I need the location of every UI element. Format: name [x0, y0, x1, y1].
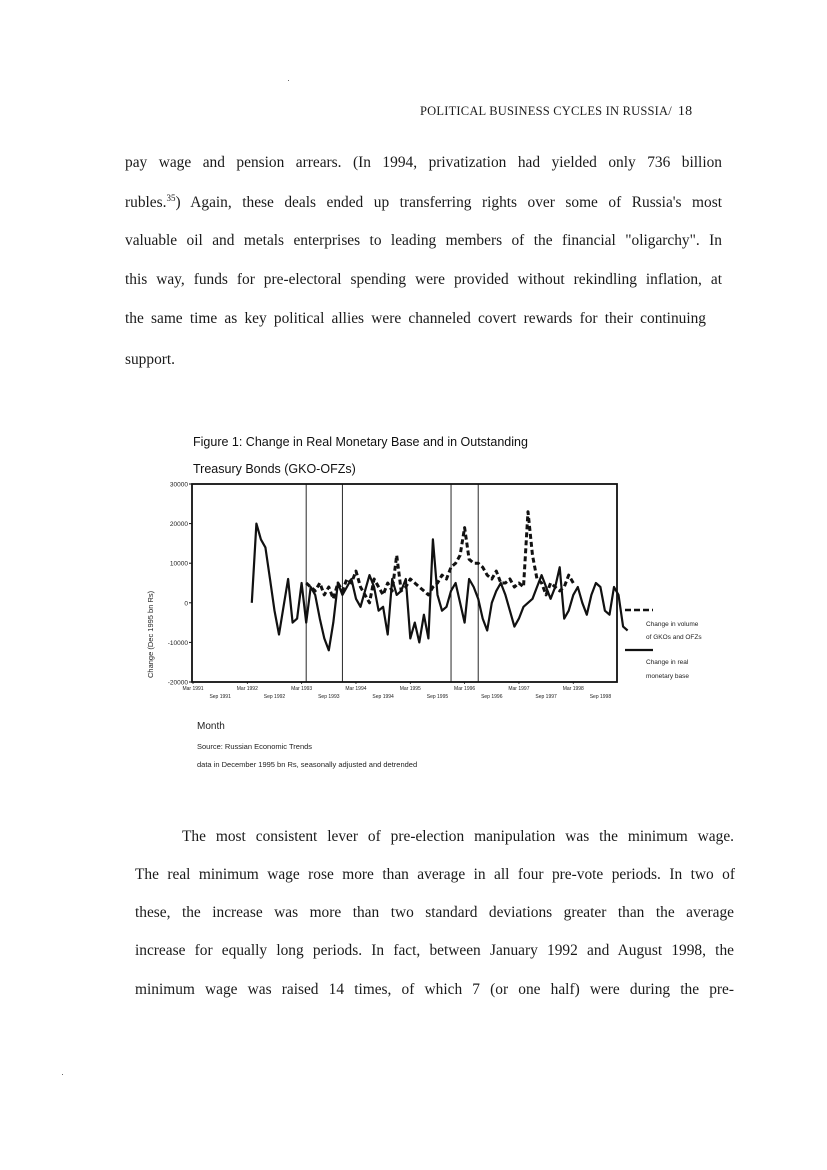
x-tick-label: Mar 1996: [454, 686, 476, 692]
x-tick-label: Sep 1995: [426, 694, 449, 700]
y-tick-label: 0: [184, 600, 188, 608]
legend-swatches: [623, 605, 655, 657]
legend-label-gko-line1: Change in volume: [646, 621, 699, 628]
x-tick-label: Sep 1991: [209, 694, 231, 700]
figure-source: Source: Russian Economic Trends: [197, 742, 313, 751]
paragraph-line: this way, funds for pre-electoral spending were provided without rekindling inflation, at: [125, 271, 722, 288]
paragraph-line: increase for equally long periods. In fact, between January 1992 and August 1998, the: [135, 942, 734, 959]
figure-subtitle: Treasury Bonds (GKO-OFZs): [193, 462, 356, 476]
x-tick-label: Sep 1994: [372, 694, 394, 700]
running-header: [420, 104, 725, 120]
paragraph-line: minimum wage was raised 14 times, of which 7 (or one half) were during the pre-: [135, 981, 734, 998]
legend-label-base-line2: monetary base: [646, 673, 689, 680]
legend-label-base-line1: Change in real: [646, 659, 689, 666]
y-tick-label: -10000: [167, 639, 188, 647]
scan-speck: [288, 80, 289, 81]
y-tick-label: 30000: [169, 481, 188, 489]
paragraph-line: valuable oil and metals enterprises to leading members of the financial "oligarchy". In: [125, 232, 722, 249]
line-chart: [140, 478, 620, 708]
y-tick-label: 20000: [169, 521, 188, 529]
paragraph-line: support.: [125, 351, 176, 368]
figure-note: data in December 1995 bn Rs, seasonally adjusted and detrended: [197, 760, 418, 769]
footnote-ref: 35: [166, 193, 176, 203]
series-line-monetary-base: [252, 524, 628, 651]
x-tick-label: Sep 1993: [318, 694, 340, 700]
x-tick-label: Sep 1992: [263, 694, 286, 700]
x-tick-label: Mar 1998: [562, 686, 584, 692]
paragraph-line: The most consistent lever of pre-election manipulation was the minimum wage.: [182, 828, 734, 845]
x-tick-label: Mar 1993: [291, 686, 313, 692]
paragraph-line: pay wage and pension arrears. (In 1994, privatization had yielded only 736 billion: [125, 154, 722, 171]
text-run: ) Again, these deals ended up transferring rights over some of Russia's most: [175, 194, 722, 212]
page-number: 18: [677, 104, 693, 119]
paragraph-line: these, the increase was more than two standard deviations greater than the average: [135, 904, 734, 921]
x-tick-label: Sep 1998: [589, 694, 612, 700]
x-tick-label: Mar 1995: [399, 686, 421, 692]
y-tick-label: -20000: [167, 679, 188, 687]
x-tick-label: Mar 1994: [345, 686, 367, 692]
y-tick-label: 10000: [169, 560, 188, 568]
text-run: rubles.: [125, 194, 167, 212]
x-axis-label: Month: [197, 721, 225, 732]
figure-title: Figure 1: Change in Real Monetary Base and in Outstanding: [193, 435, 528, 449]
x-tick-label: Mar 1997: [508, 686, 530, 692]
running-title: POLITICAL BUSINESS CYCLES IN RUSSIA/: [420, 104, 672, 118]
x-tick-label: Sep 1997: [535, 694, 557, 700]
paragraph-line: [125, 193, 722, 212]
paragraph-line: the same time as key political allies were channeled covert rewards for their continuing: [125, 310, 706, 327]
y-axis-label: Change (Dec 1995 bn Rs): [146, 590, 155, 678]
x-tick-label: Mar 1992: [236, 686, 258, 692]
scan-speck: [62, 1074, 63, 1075]
legend-label-gko-line2: of GKOs and OFZs: [646, 634, 702, 641]
x-tick-label: Sep 1996: [481, 694, 503, 700]
x-tick-label: Mar 1991: [182, 686, 204, 692]
paragraph-line: The real minimum wage rose more than average in all four pre-vote periods. In two of: [135, 866, 735, 883]
